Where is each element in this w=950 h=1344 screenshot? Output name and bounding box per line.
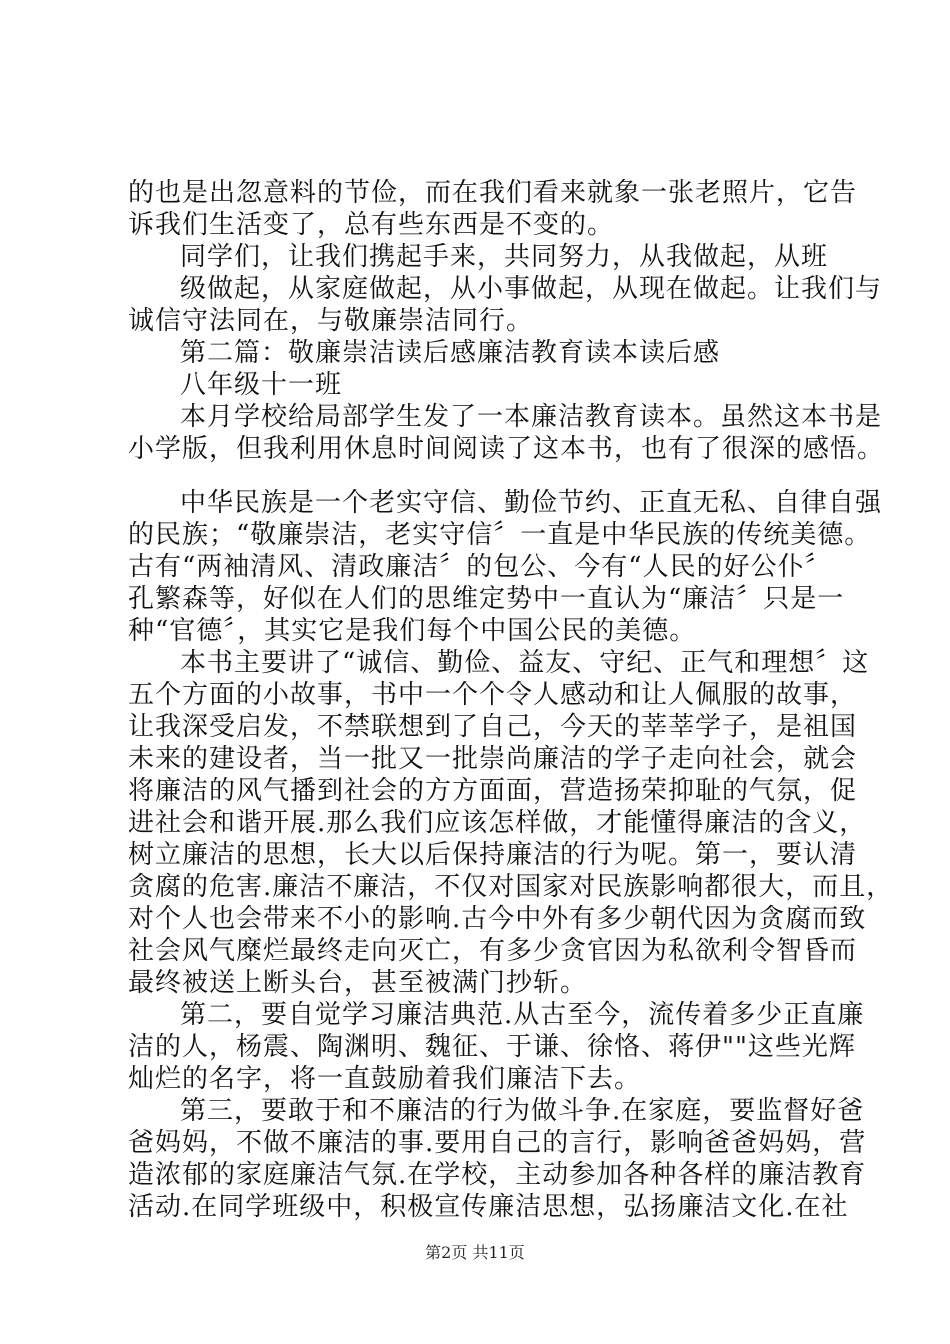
text-line: 将廉洁的风气播到社会的方方面面，营造扬荣抑耻的气氛，促 (128, 776, 858, 806)
text-line: 本书主要讲了“诚信、勤俭、益友、守纪、正气和理想〞这 (180, 648, 870, 678)
text-line: 最终被送上断头台，甚至被满门抄斩。 (128, 968, 588, 998)
text-line: 爸妈妈，不做不廉洁的事.要用自己的言行，影响爸爸妈妈，营 (128, 1128, 867, 1158)
text-line: 社会风气糜烂最终走向灭亡，有多少贪官因为私欲利令智昏而 (128, 936, 858, 966)
page-number-footer: 第2页 共11页 (425, 1243, 525, 1262)
text-line: 小学版，但我利用休息时间阅读了这本书，也有了很深的感悟。 (128, 434, 885, 464)
text-line: 本月学校给局部学生发了一本廉洁教育读本。虽然这本书是 (180, 402, 883, 432)
text-line: 中华民族是一个老实守信、勤俭节约、正直无私、自律自强 (180, 488, 883, 518)
text-line: 级做起，从家庭做起，从小事做起，从现在做起。让我们与 (180, 274, 883, 304)
text-line: 未来的建设者，当一批又一批崇尚廉洁的学子走向社会，就会 (128, 744, 858, 774)
text-line: 树立廉洁的思想，长大以后保持廉洁的行为呢。第一，要认清 (128, 840, 858, 870)
text-line: 第二，要自觉学习廉洁典范.从古至今，流传着多少正直廉 (180, 1000, 865, 1030)
text-line: 造浓郁的家庭廉洁气氛.在学校，主动参加各种各样的廉洁教育 (128, 1160, 867, 1190)
text-line: 让我深受启发，不禁联想到了自己，今天的莘莘学子，是祖国 (128, 712, 858, 742)
text-line: 古有“两袖清风、清政廉洁〞的包公、今有“人民的好公仆〞 (128, 552, 832, 582)
text-line: 第三，要敢于和不廉洁的行为做斗争.在家庭，要监督好爸 (180, 1096, 865, 1126)
text-line: 五个方面的小故事，书中一个个令人感动和让人佩服的故事， (128, 680, 858, 710)
text-line: 孔繁森等，好似在人们的思维定势中一直认为“廉洁〞只是一 (128, 584, 845, 614)
text-line: 活动.在同学班级中，积极宣传廉洁思想，弘扬廉洁文化.在社 (128, 1192, 849, 1222)
text-line: 的也是出忽意料的节俭，而在我们看来就象一张老照片，它告 (128, 178, 858, 208)
text-line: 进社会和谐开展.那么我们应该怎样做，才能懂得廉洁的含义， (128, 808, 867, 838)
class-label: 八年级十一班 (180, 370, 343, 400)
text-line: 诉我们生活变了，总有些东西是不变的。 (128, 210, 615, 240)
text-line: 对个人也会带来不小的影响.古今中外有多少朝代因为贪腐而致 (128, 904, 867, 934)
text-line: 贪腐的危害.廉洁不廉洁，不仅对国家对民族影响都很大，而且， (128, 872, 894, 902)
text-line: 的民族；“敬廉崇洁，老实守信〞一直是中华民族的传统美德。 (128, 520, 872, 550)
text-line: 诚信守法同在，与敬廉崇洁同行。 (128, 306, 534, 336)
text-line: 洁的人，杨震、陶渊明、魏征、于谦、徐恪、蒋伊""这些光辉 (128, 1032, 856, 1062)
text-line: 种“官德〞，其实它是我们每个中国公民的美德。 (128, 616, 697, 646)
section-heading: 第二篇：敬廉崇洁读后感廉洁教育读本读后感 (180, 338, 721, 368)
text-line: 同学们，让我们携起手来，共同努力，从我做起，从班 (180, 242, 829, 272)
text-line: 灿烂的名字，将一直鼓励着我们廉洁下去。 (128, 1064, 642, 1094)
